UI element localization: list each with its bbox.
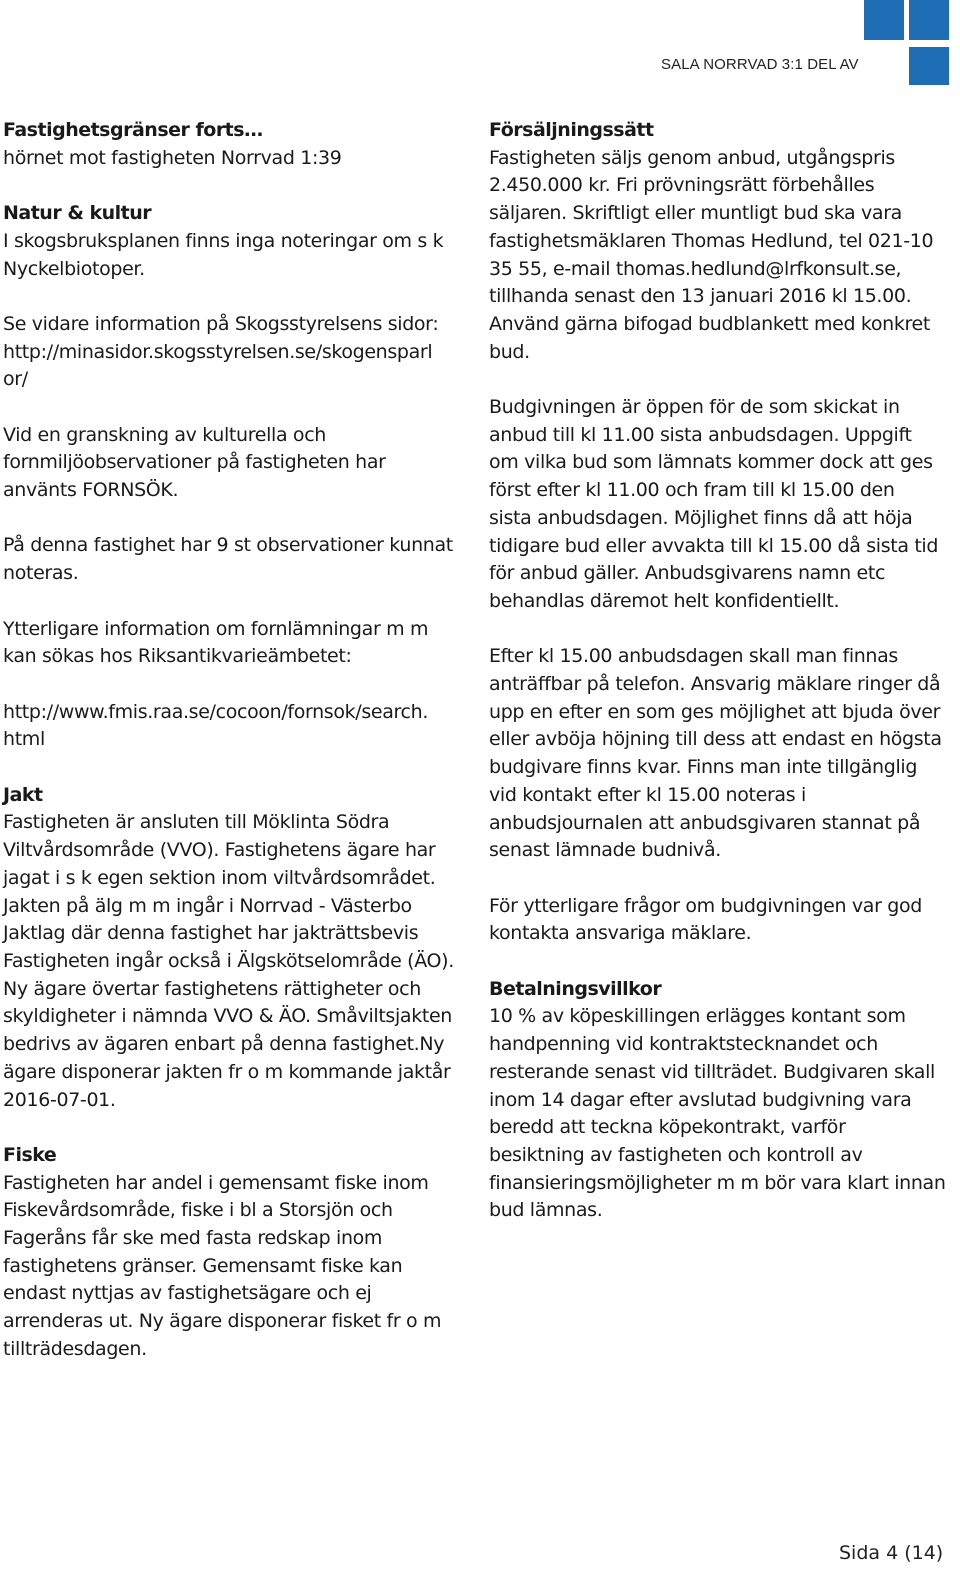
section-heading: Natur & kultur xyxy=(3,202,152,225)
section-forsaljningssatt xyxy=(489,117,957,948)
paragraph-link[interactable]: Se vidare information på Skogsstyrelsens sidor: http://minasidor.skogsstyrelsen.se/skogensparl or/ xyxy=(3,312,439,391)
paragraph: För ytterligare frågor om budgivningen var god kontakta ansvariga mäklare. xyxy=(489,894,922,945)
page-number: Sida 4 (14) xyxy=(839,1542,944,1564)
paragraph: Efter kl 15.00 anbudsdagen skall man finnas anträffbar på telefon. Ansvarig mäklare ringer då upp en efter en som ges möjlighet att bjuda över eller avböja höjning till dess att endast en högsta budgivare finns kvar. Finns man inte tillgänglig vid kontakt efter kl 15.00 noteras i anbudsjournalen att anbudsgivaren stannat på senast lämnade budnivå. xyxy=(489,645,942,862)
logo-square xyxy=(909,47,949,85)
section-fastighetsgranser xyxy=(3,117,473,172)
section-fiske xyxy=(3,1142,473,1364)
right-column xyxy=(489,117,957,1253)
paragraph: I skogsbruksplanen finns inga noteringar om s k Nyckelbiotoper. xyxy=(3,229,444,280)
section-natur-kultur xyxy=(3,200,473,754)
paragraph: Fastigheten säljs genom anbud, utgångspris 2.450.000 kr. Fri prövningsrätt förbehålles säljaren. Skriftligt eller muntligt bud ska vara fastighetsmäklaren Thomas Hedlund, tel 021-10 35 55, e-mail thomas.hedlund@lrfkonsult.se, tillhanda senast den 13 januari 2016 kl 15.00. Använd gärna bifogad budblankett med konkret bud. xyxy=(489,146,934,363)
section-heading: Försäljningssätt xyxy=(489,119,654,141)
section-heading: Fastighetsgränser forts… xyxy=(3,119,263,141)
section-heading: Betalningsvillkor xyxy=(489,977,662,1000)
paragraph: Fastigheten är ansluten till Möklinta Södra Viltvårdsområde (VVO). Fastighetens ägare har jagat i s k egen sektion inom viltvårdsområdet. Jakten på älg m m ingår i Norrvad - Västerbo Jaktlag där denna fastighet har jakträttsbevis Fastigheten ingår också i Älgskötselområde (ÄO). Ny ägare övertar fastighetens rättigheter och skyldigheter i nämnda VVO & ÄO. Småviltsjakten bedrivs av ägaren enbart på denna fastighet.Ny ägare disponerar jakten fr o m kommande jaktår 2016-07-01. xyxy=(3,811,454,1111)
logo-square xyxy=(909,0,949,40)
section-betalningsvillkor xyxy=(489,976,957,1225)
section-jakt xyxy=(3,782,473,1114)
paragraph: Ytterligare information om fornlämningar m m kan sökas hos Riksantikvarieämbetet: xyxy=(3,617,429,668)
paragraph: På denna fastighet har 9 st observationer kunnat noteras. xyxy=(3,534,453,585)
paragraph: Vid en granskning av kulturella och fornmiljöobservationer på fastigheten har använts FORNSÖK. xyxy=(3,423,386,502)
company-logo xyxy=(864,0,954,88)
logo-square xyxy=(864,0,904,40)
paragraph: 10 % av köpeskillingen erlägges kontant som handpenning vid kontraktstecknandet och resterande senast vid tillträdet. Budgivaren skall inom 14 dagar efter avslutad budgivning vara beredd att teckna köpekontrakt, varför besiktning av fastigheten och kontroll av finansieringsmöjligheter m m bör vara klart innan bud lämnas. xyxy=(489,1005,946,1222)
section-heading: Fiske xyxy=(3,1143,57,1166)
document-header-title: SALA NORRVAD 3:1 DEL AV xyxy=(661,56,859,73)
paragraph: Budgivningen är öppen för de som skickat in anbud till kl 11.00 sista anbudsdagen. Uppgift om vilka bud som lämnats kommer dock att ges först efter kl 11.00 och fram till kl 15.00 den sista anbudsdagen. Möjlighet finns då att höja tidigare bud eller avvakta till kl 15.00 då sista tid för anbud gäller. Anbudsgivarens namn etc behandlas däremot helt konfidentiellt. xyxy=(489,396,939,612)
paragraph: Fastigheten har andel i gemensamt fiske inom Fiskevårdsområde, fiske i bl a Storsjön och Fageråns får ske med fasta redskap inom fastighetens gränser. Gemensamt fiske kan endast nyttjas av fastighetsägare och ej arrenderas ut. Ny ägare disponerar fisket fr o m tillträdesdagen. xyxy=(3,1171,442,1360)
section-heading: Jakt xyxy=(3,783,43,806)
left-column xyxy=(3,117,473,1391)
paragraph-link[interactable]: http://www.fmis.raa.se/cocoon/fornsok/search. html xyxy=(3,700,429,751)
paragraph: hörnet mot fastigheten Norrvad 1:39 xyxy=(3,146,342,169)
